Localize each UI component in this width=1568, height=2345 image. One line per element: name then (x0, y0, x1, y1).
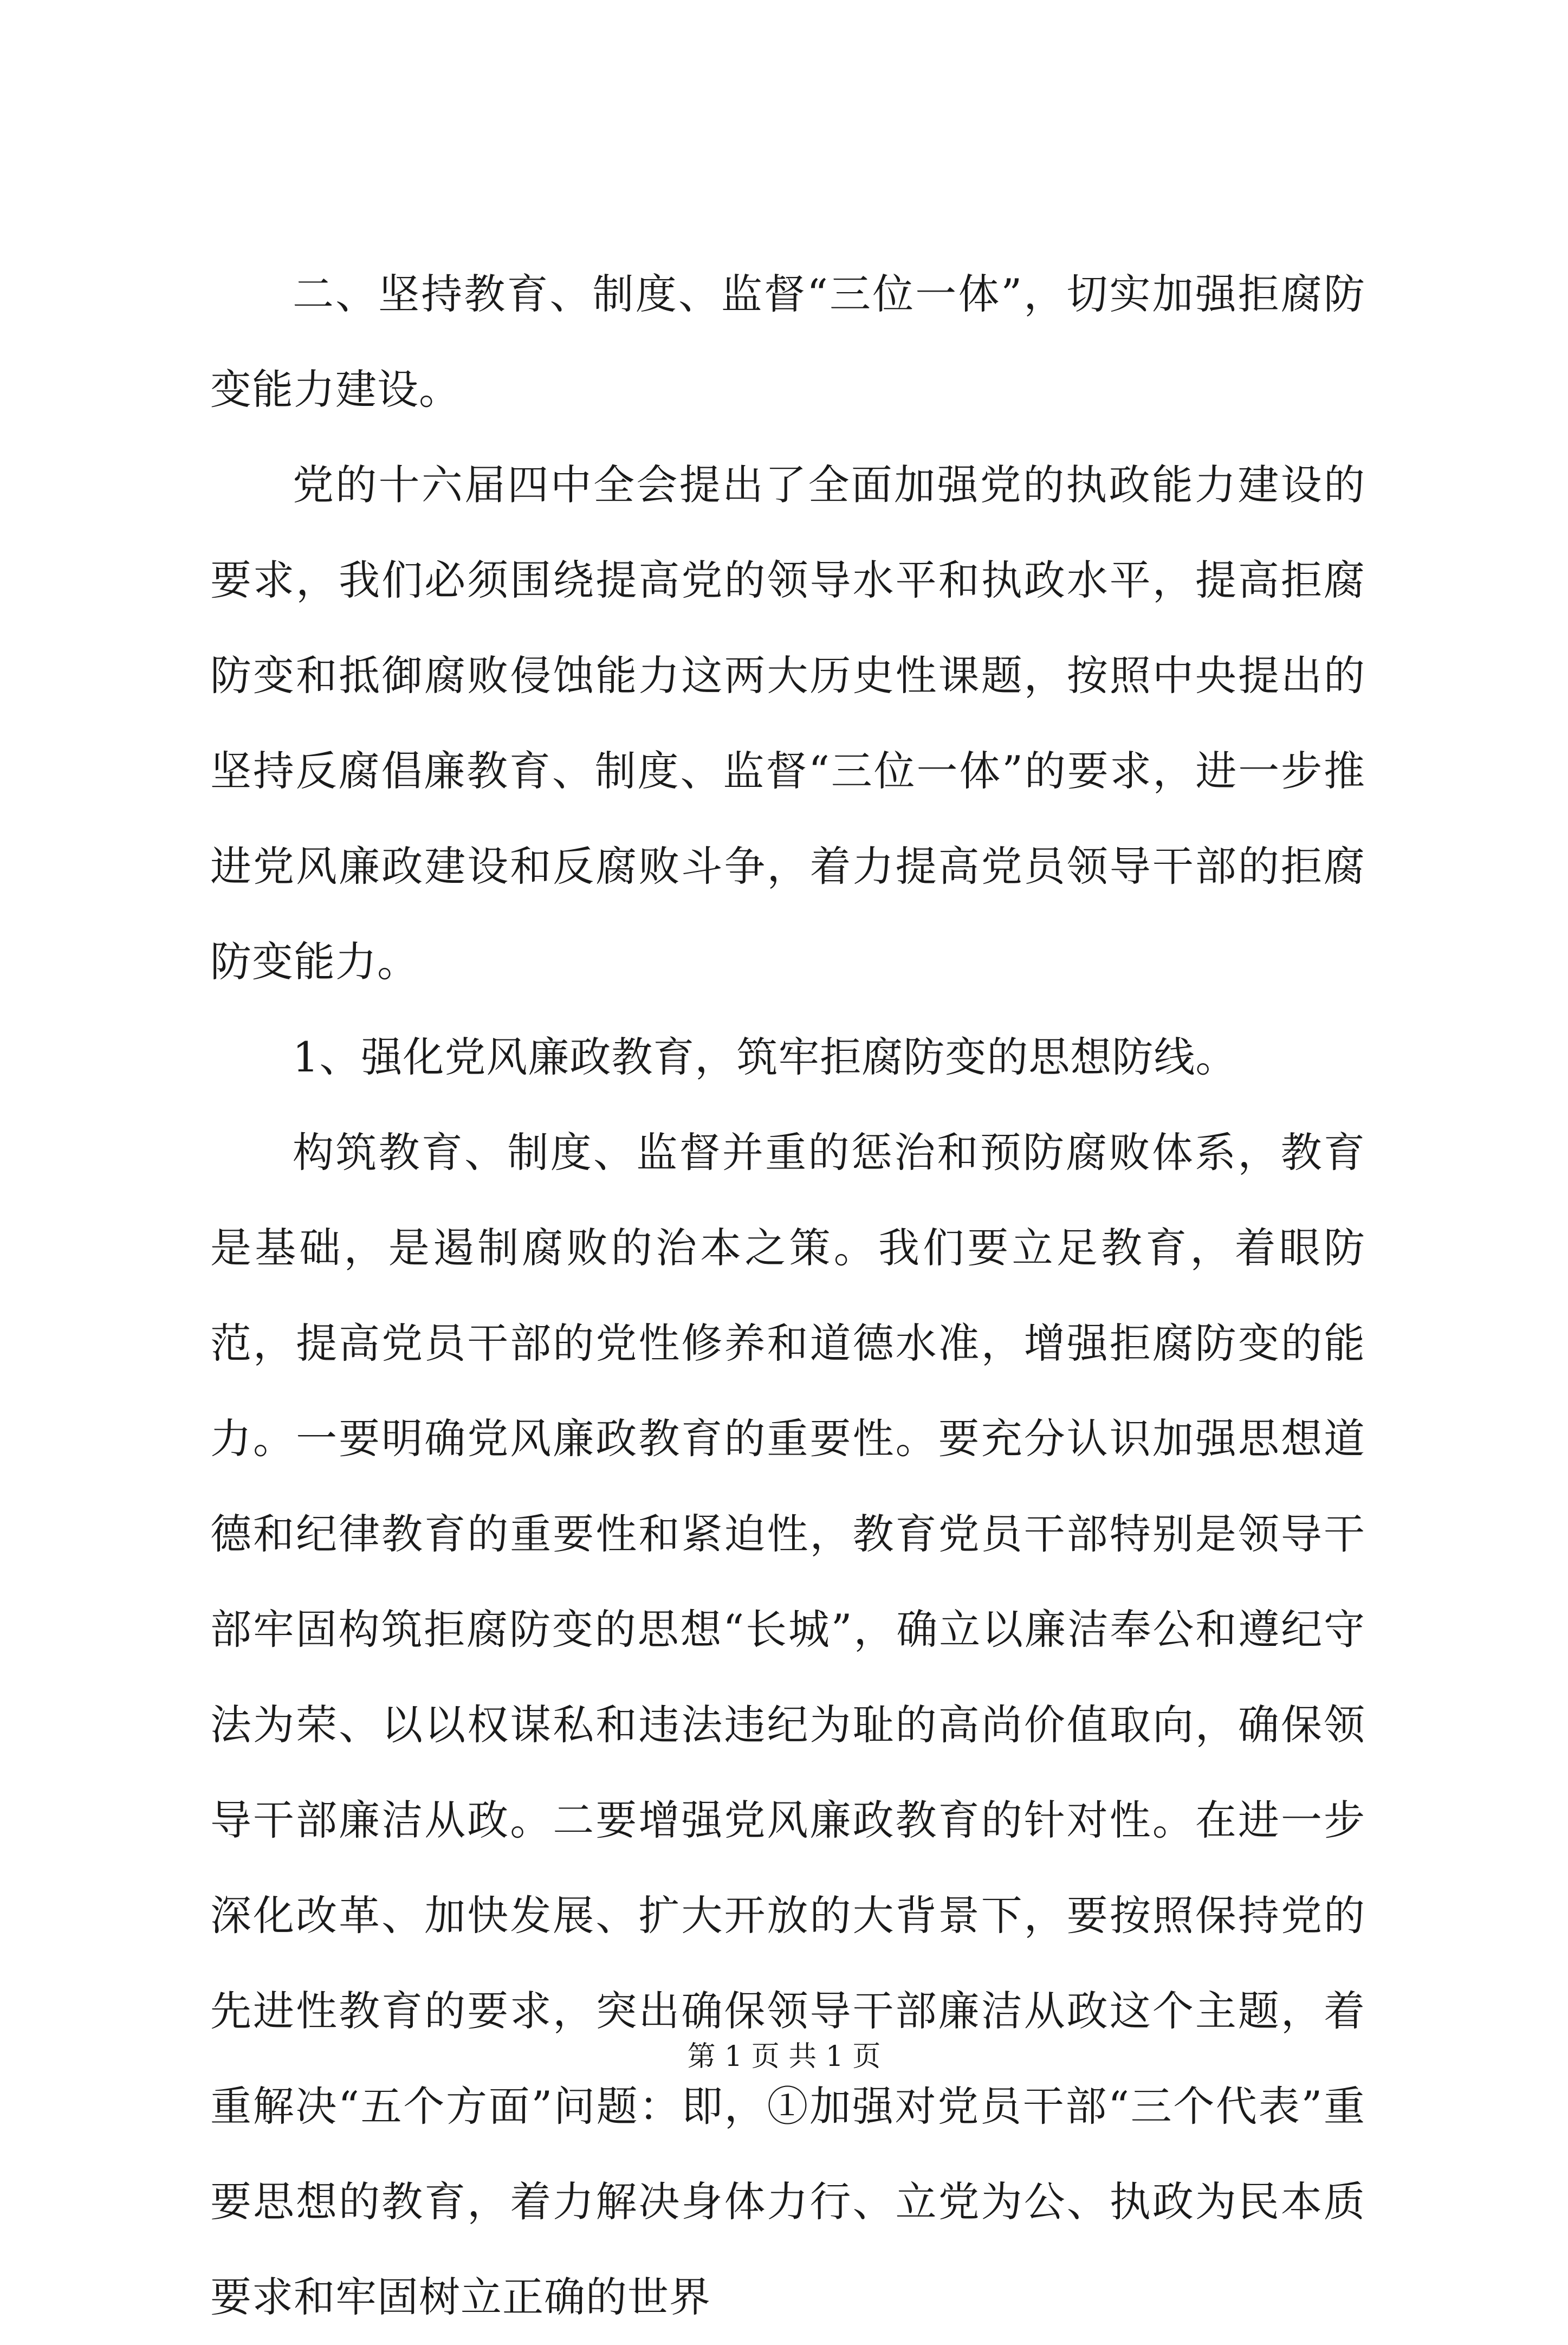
document-body (210, 247, 1365, 2345)
body-paragraph: 党的十六届四中全会提出了全面加强党的执政能力建设的要求，我们必须围绕提高党的领导水平和执政水平，提高拒腐防变和抵御腐败侵蚀能力这两大历史性课题，按照中央提出的坚持反腐倡廉教育、制度、监督“三位一体”的要求，进一步推进党风廉政建设和反腐败斗争，着力提高党员领导干部的拒腐防变能力。 (210, 461, 1365, 986)
body-paragraph: 构筑教育、制度、监督并重的惩治和预防腐败体系，教育是基础，是遏制腐败的治本之策。我们要立足教育，着眼防范，提高党员干部的党性修养和道德水准，增强拒腐防变的能力。一要明确党风廉政教育的重要性。要充分认识加强思想道德和纪律教育的重要性和紧迫性，教育党员干部特别是领导干部牢固构筑拒腐防变的思想“长城”，确立以廉洁奉公和遵纪守法为荣、以以权谋私和违法违纪为耻的高尚价值取向，确保领导干部廉洁从政。二要增强党风廉政教育的针对性。在进一步深化改革、加快发展、扩大开放的大背景下，要按照保持党的先进性教育的要求，突出确保领导干部廉洁从政这个主题，着重解决“五个方面”问题：即，①加强对党员干部“三个代表”重要思想的教育，着力解决身体力行、立党为公、执政为民本质要求和牢固树立正确的世界 (210, 1128, 1365, 2321)
subsection-heading: 1、强化党风廉政教育，筑牢拒腐防变的思想防线。 (293, 1033, 1237, 1081)
section-heading: 二、坚持教育、制度、监督“三位一体”，切实加强拒腐防变能力建设。 (210, 270, 1365, 414)
page-number-footer: 第 1 页 共 1 页 (687, 2040, 881, 2073)
